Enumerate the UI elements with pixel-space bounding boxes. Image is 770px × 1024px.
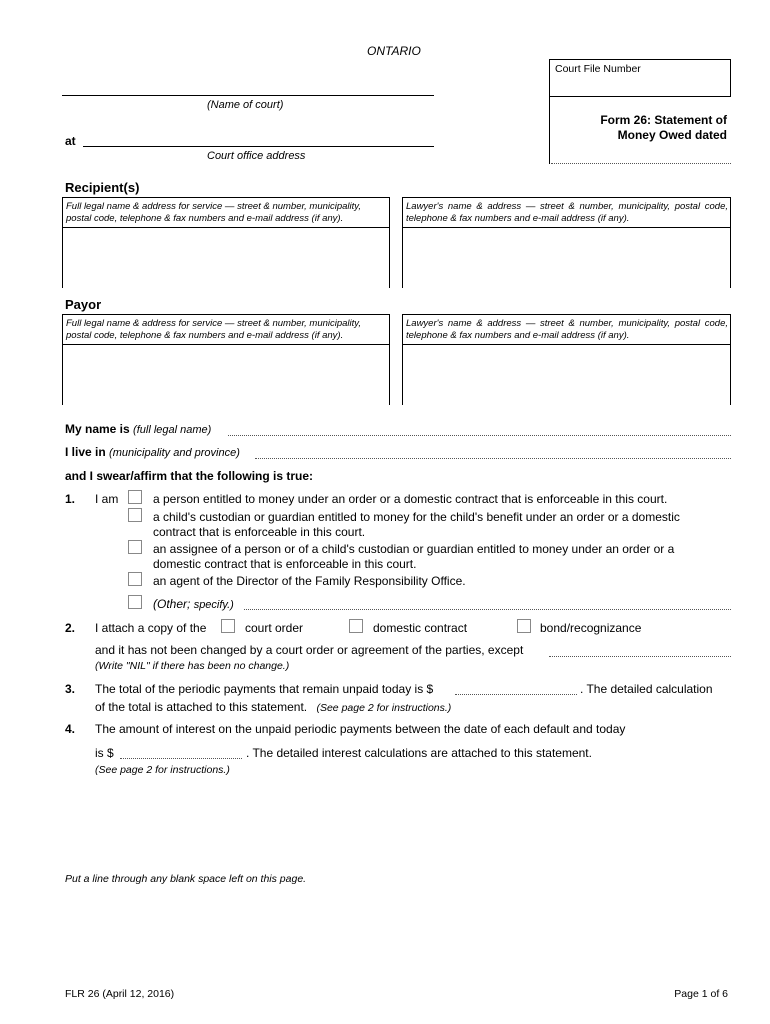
interest-amount-field[interactable]: [120, 758, 242, 759]
option-assignee-text: an assignee of a person or of a child's custodian or guardian entitled to money under an order or a domestic contract that is enforceable in this court.: [153, 542, 675, 571]
item2-lead: I attach a copy of the: [95, 621, 207, 635]
municipality-field[interactable]: [255, 458, 731, 459]
option-agent-text: an agent of the Director of the Family Responsibility Office.: [153, 574, 466, 588]
option-entitled-person-checkbox[interactable]: [128, 490, 142, 504]
form-title-box-left: [549, 97, 550, 164]
court-name-field[interactable]: [62, 95, 434, 96]
recipient-party-right-edge: [389, 228, 390, 288]
item3-hint: (See page 2 for instructions.): [316, 702, 452, 714]
swear-statement: and I swear/affirm that the following is true:: [65, 469, 314, 483]
payor-heading: Payor: [65, 297, 102, 312]
item4-text-a: The amount of interest on the unpaid periodic payments between the date of each default and today: [95, 722, 626, 736]
payor-party-box: [62, 314, 390, 345]
except-field[interactable]: [549, 656, 731, 657]
item3-text-a: The total of the periodic payments that remain unpaid today is $: [95, 682, 434, 696]
live-label: I live in: [65, 445, 106, 459]
payor-lawyer-input[interactable]: [403, 346, 729, 404]
name-hint: (full legal name): [133, 424, 212, 436]
item1-number: 1.: [65, 492, 76, 506]
payor-lawyer-right-edge: [730, 345, 731, 405]
item4-text-b: is $: [95, 746, 114, 760]
at-label: at: [65, 134, 76, 148]
court-file-number-box: [549, 59, 731, 97]
option-other-label: [153, 597, 234, 611]
court-office-address-field[interactable]: [83, 146, 434, 147]
item3-line2: [95, 700, 451, 714]
option-custodian-checkbox[interactable]: [128, 508, 142, 522]
payor-party-right-edge: [389, 345, 390, 405]
unpaid-total-field[interactable]: [455, 694, 577, 695]
court-office-address-label: Court office address: [207, 150, 306, 162]
recipient-lawyer-hint: Lawyer's name & address — street & number, municipality, postal code, telephone & fax numbers and e-mail address (if any).: [406, 201, 728, 224]
recipient-lawyer-input[interactable]: [403, 229, 729, 287]
name-label: My name is: [65, 422, 130, 436]
recipient-lawyer-right-edge: [730, 228, 731, 288]
item3-text-b: . The detailed calculation: [580, 682, 713, 696]
payor-party-hint: Full legal name & address for service — street & number, municipality, postal code, telephone & fax numbers and e-mail address (if any).: [66, 318, 361, 341]
court-name-label: (Name of court): [207, 99, 284, 111]
payor-lawyer-box: [402, 314, 731, 345]
other-hint: specify.): [193, 599, 234, 611]
province-heading: ONTARIO: [367, 44, 421, 58]
item4-hint: (See page 2 for instructions.): [95, 764, 230, 776]
option-agent-checkbox[interactable]: [128, 572, 142, 586]
name-row: [65, 422, 211, 436]
statement-date-field[interactable]: [551, 163, 731, 164]
option-other-checkbox[interactable]: [128, 595, 142, 609]
other-specify-field[interactable]: [244, 609, 731, 610]
item2-hint: (Write "NIL" if there has been no change.): [95, 660, 290, 672]
recipient-party-input[interactable]: [63, 229, 388, 287]
live-hint: (municipality and province): [109, 447, 240, 459]
court-order-label: court order: [245, 621, 304, 635]
item2-number: 2.: [65, 621, 76, 635]
court-file-number-label: Court File Number: [555, 63, 641, 75]
bond-recognizance-checkbox[interactable]: [517, 619, 531, 633]
live-row: [65, 445, 240, 459]
option-entitled-person-text: a person entitled to money under an order or a domestic contract that is enforceable in this court.: [153, 492, 668, 506]
payor-lawyer-hint: Lawyer's name & address — street & number, municipality, postal code, telephone & fax numbers and e-mail address (if any).: [406, 318, 728, 341]
recipient-party-hint: Full legal name & address for service — street & number, municipality, postal code, telephone & fax numbers and e-mail address (if any).: [66, 201, 361, 224]
full-legal-name-field[interactable]: [228, 435, 731, 436]
form-title-line1: Form 26: Statement of: [600, 113, 727, 127]
item3-number: 3.: [65, 682, 76, 696]
other-label: (Other;: [153, 597, 191, 611]
option-custodian-text: a child's custodian or guardian entitled to money for the child's benefit under an order or a domestic contract that is enforceable in this court.: [153, 510, 680, 539]
form-title-line2: Money Owed dated: [617, 128, 727, 142]
blank-space-note: Put a line through any blank space left on this page.: [65, 873, 307, 885]
domestic-contract-label: domestic contract: [373, 621, 468, 635]
form-id: FLR 26 (April 12, 2016): [65, 988, 175, 1000]
recipient-lawyer-box: [402, 197, 731, 228]
item3-text-c: of the total is attached to this statement.: [95, 700, 308, 714]
item1-lead: I am: [95, 492, 119, 506]
domestic-contract-checkbox[interactable]: [349, 619, 363, 633]
item2-except-text: and it has not been changed by a court order or agreement of the parties, except: [95, 643, 524, 657]
item4-number: 4.: [65, 722, 76, 736]
item4-text-c: . The detailed interest calculations are attached to this statement.: [246, 746, 592, 760]
bond-recognizance-label: bond/recognizance: [540, 621, 642, 635]
court-order-checkbox[interactable]: [221, 619, 235, 633]
payor-party-input[interactable]: [63, 346, 388, 404]
option-assignee-checkbox[interactable]: [128, 540, 142, 554]
form-title: [560, 113, 727, 143]
recipient-heading: Recipient(s): [65, 180, 140, 195]
page-number: Page 1 of 6: [674, 988, 728, 1000]
recipient-party-box: [62, 197, 390, 228]
